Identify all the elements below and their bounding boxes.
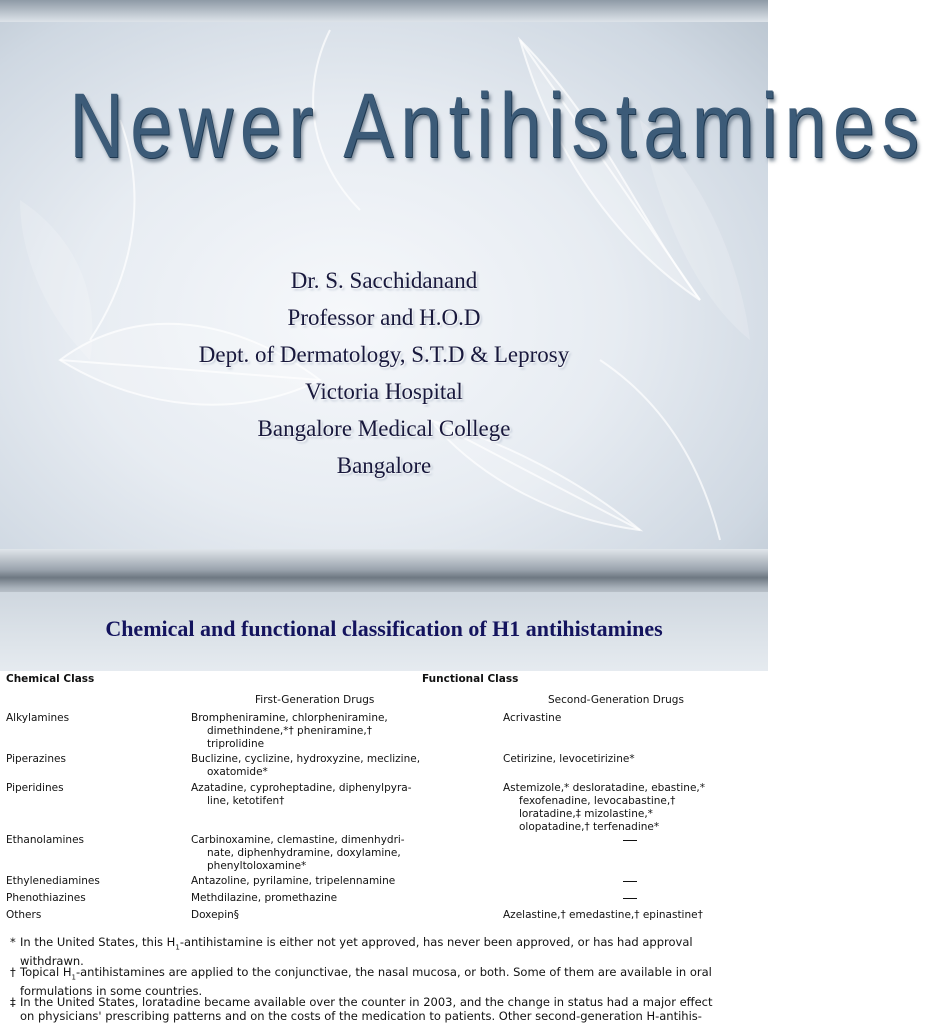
header-chemical-class: Chemical Class xyxy=(6,673,95,685)
classification-slide-header xyxy=(0,592,768,672)
author-hospital: Victoria Hospital xyxy=(305,379,463,404)
classification-title: Chemical and functional classification of H1 antihistamines xyxy=(105,616,663,641)
row-first-gen xyxy=(191,834,491,873)
first-gen-line: triprolidine xyxy=(207,738,265,750)
author-name: Dr. S. Sacchidanand xyxy=(290,268,478,293)
first-gen-line: Azatadine, cyproheptadine, diphenylpyra- xyxy=(191,782,412,794)
row-class: Ethanolamines xyxy=(6,834,85,846)
row-class: Ethylenediamines xyxy=(6,875,100,887)
row-second-gen-empty xyxy=(503,875,765,888)
classification-table xyxy=(0,671,768,1024)
row-class: Phenothiazines xyxy=(6,892,86,904)
dash-mark xyxy=(623,840,637,841)
second-gen-line: Astemizole,* desloratadine, ebastine,* xyxy=(503,782,705,794)
second-gen-line: loratadine,‡ mizolastine,* xyxy=(519,808,653,820)
footnote-text: -antihistamines are applied to the conjunctivae, the nasal mucosa, or both. Some of them are available in oral xyxy=(75,965,712,979)
footnote-mark: ‡ xyxy=(10,995,16,1009)
row-second-gen: Acrivastine xyxy=(503,712,562,724)
footnote-subscript: 1 xyxy=(71,973,76,982)
footnote xyxy=(10,995,760,1023)
row-class: Piperazines xyxy=(6,753,66,765)
row-second-gen: Azelastine,† emedastine,† epinastine† xyxy=(503,909,703,921)
author-city: Bangalore xyxy=(336,453,432,478)
row-second-gen-empty xyxy=(503,834,765,847)
footnote-mark: † xyxy=(10,965,16,979)
row-second-gen: Cetirizine, levocetirizine* xyxy=(503,753,635,765)
footnote-subscript: 1 xyxy=(175,943,180,952)
footnote-mark: * xyxy=(10,935,16,949)
first-gen-line: phenyltoloxamine* xyxy=(207,860,307,872)
row-first-gen xyxy=(191,782,491,808)
row-second-gen-empty xyxy=(503,892,765,905)
footnote-text: -antihistamine is either not yet approved, has never been approved, or has had approval xyxy=(179,935,693,949)
row-class: Alkylamines xyxy=(6,712,70,724)
footnote-text: In the United States, loratadine became available over the counter in 2003, and the change in status had a major effect xyxy=(20,995,713,1009)
first-gen-line: dimethindene,*† pheniramine,† xyxy=(207,725,372,737)
row-class: Piperidines xyxy=(6,782,64,794)
first-gen-line: oxatomide* xyxy=(207,766,268,778)
row-first-gen xyxy=(191,712,491,751)
footnote-continuation: withdrawn. xyxy=(20,954,84,969)
dash-mark xyxy=(623,881,637,882)
dash-mark xyxy=(623,898,637,899)
row-class: Others xyxy=(6,909,42,921)
row-first-gen: Doxepin§ xyxy=(191,909,240,921)
first-gen-line: Carbinoxamine, clemastine, dimenhydri- xyxy=(191,834,405,846)
second-gen-line: olopatadine,† terfenadine* xyxy=(519,821,660,833)
first-gen-line: nate, diphenhydramine, doxylamine, xyxy=(207,847,401,859)
footnote-text: In the United States, this H xyxy=(20,935,176,949)
author-info xyxy=(0,262,768,484)
first-gen-line: Brompheniramine, chlorpheniramine, xyxy=(191,712,388,724)
first-gen-line: line, ketotifen† xyxy=(207,795,285,807)
author-department: Dept. of Dermatology, S.T.D & Leprosy xyxy=(198,342,570,367)
footnote xyxy=(10,965,760,998)
first-gen-line: Buclizine, cyclizine, hydroxyzine, meclizine, xyxy=(191,753,421,765)
author-college: Bangalore Medical College xyxy=(257,416,511,441)
row-second-gen xyxy=(503,782,765,834)
footnote xyxy=(10,935,760,968)
footnote-continuation: formulations in some countries. xyxy=(20,984,203,999)
header-first-generation: First-Generation Drugs xyxy=(255,694,375,706)
footnote-text: Topical H xyxy=(20,965,72,979)
row-first-gen: Antazoline, pyrilamine, tripelennamine xyxy=(191,875,396,887)
second-gen-line: fexofenadine, levocabastine,† xyxy=(519,795,676,807)
row-first-gen: Methdilazine, promethazine xyxy=(191,892,338,904)
slide-title: Newer Antihistamines xyxy=(69,75,926,177)
author-position: Professor and H.O.D xyxy=(287,305,481,330)
header-functional-class: Functional Class xyxy=(422,673,519,685)
header-second-generation: Second-Generation Drugs xyxy=(548,694,684,706)
footnote-continuation: on physicians' prescribing patterns and on the costs of the medication to patients. Other second-generation H-antihis- xyxy=(20,1009,702,1023)
row-first-gen xyxy=(191,753,491,779)
